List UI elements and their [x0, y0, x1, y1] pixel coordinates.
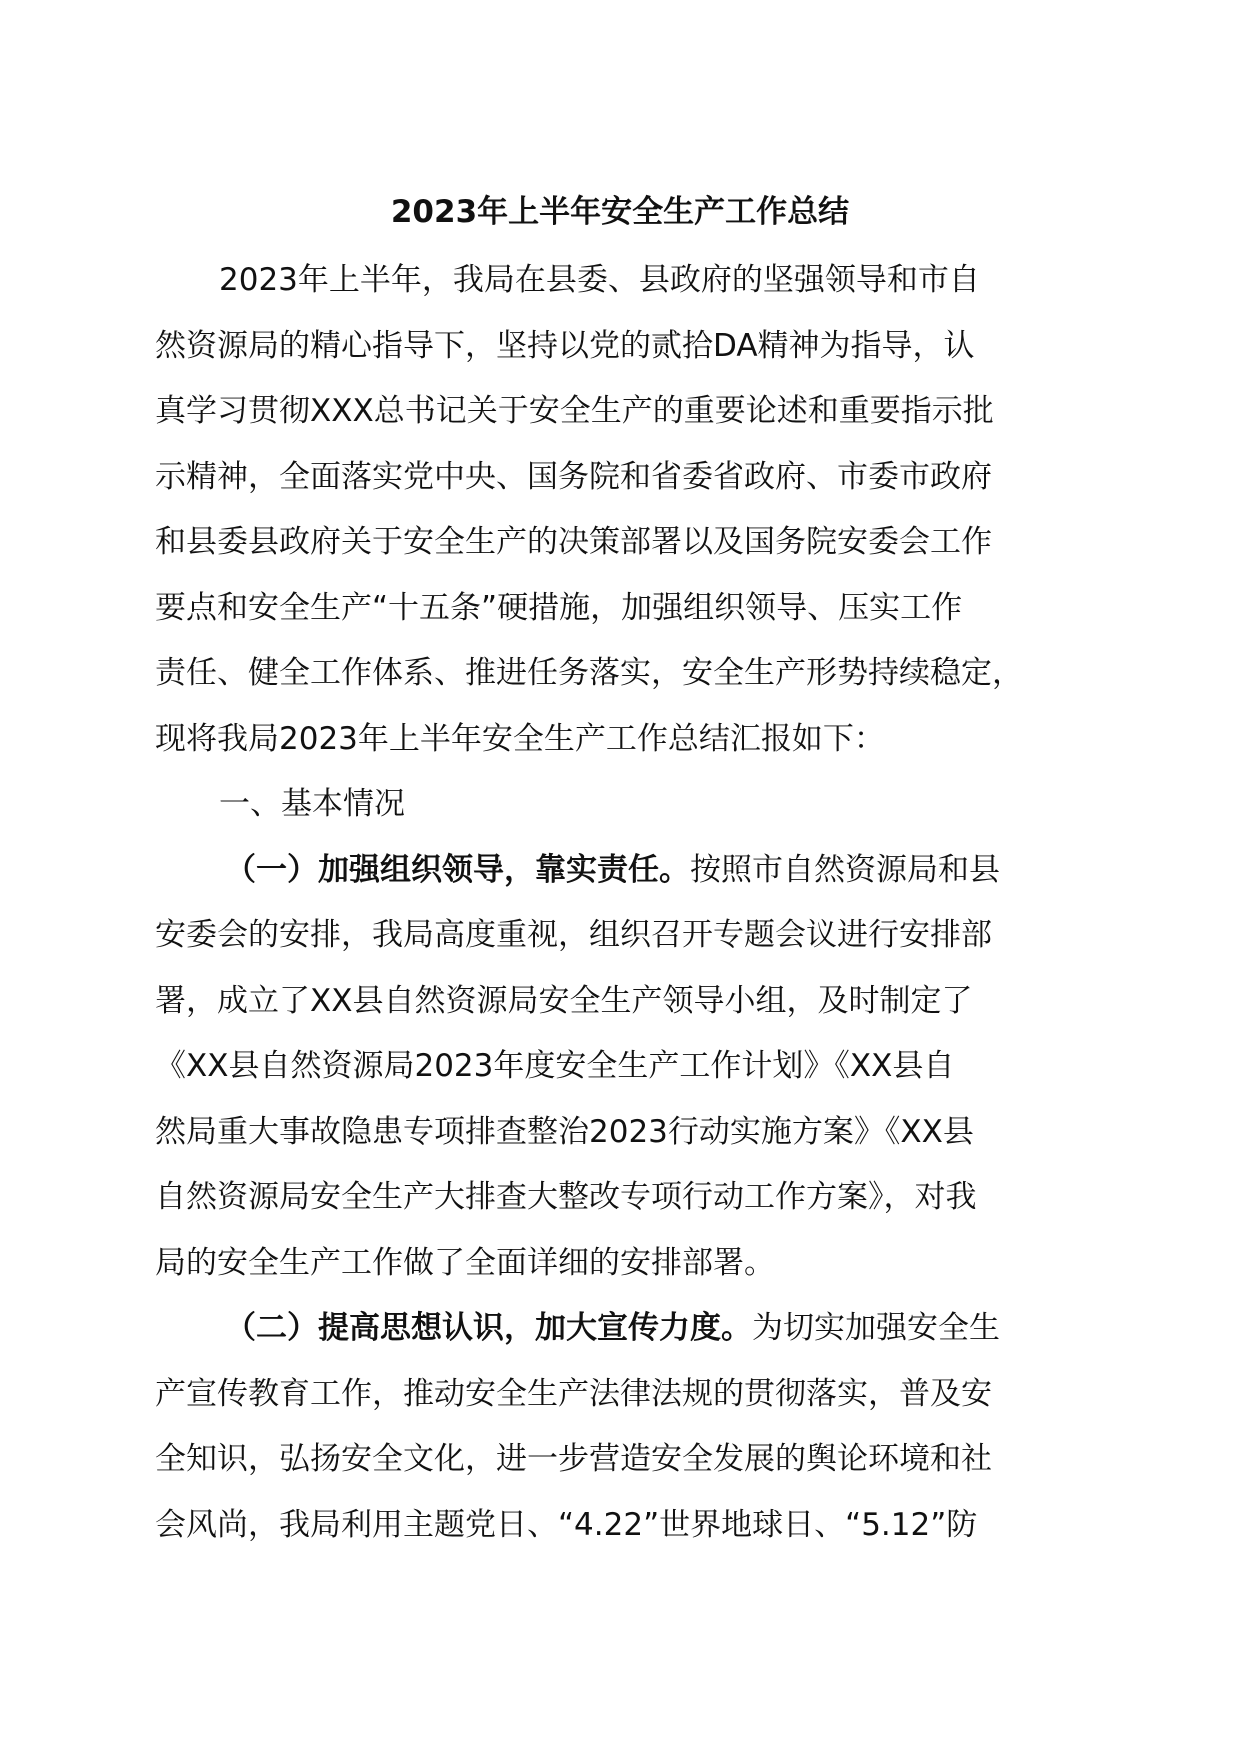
section-heading: 一、基本情况 — [219, 786, 405, 822]
intro-paragraph — [155, 248, 1085, 772]
paragraph-line: 2023年上半年，我局在县委、县政府的坚强领导和市自 — [219, 262, 980, 298]
item-heading: （一）加强组织领导，靠实责任。 — [225, 851, 690, 888]
item-paragraph-2 — [155, 1296, 1085, 1558]
item-paragraph-1 — [155, 838, 1085, 1297]
paragraph-line: 会风尚，我局利用主题党日、“4.22”世界地球日、“5.12”防 — [155, 1506, 978, 1543]
paragraph-line: 要点和安全生产“十五条”硬措施，加强组织领导、压实工作 — [155, 589, 963, 626]
paragraph-line: 现将我局2023年上半年安全生产工作总结汇报如下： — [155, 720, 885, 757]
paragraph-line: 和县委县政府关于安全生产的决策部署以及国务院安委会工作 — [155, 524, 992, 560]
paragraph-line: 自然资源局安全生产大排查大整改专项行动工作方案》，对我 — [155, 1179, 977, 1215]
item-text: 为切实加强安全生 — [752, 1310, 1000, 1346]
document-body — [155, 248, 1085, 1558]
paragraph-line: 产宣传教育工作，推动安全生产法律法规的贯彻落实，普及安 — [155, 1375, 992, 1412]
paragraph-line: 责任、健全工作体系、推进任务落实，安全生产形势持续稳定， — [155, 655, 1023, 691]
paragraph-line: 示精神，全面落实党中央、国务院和省委省政府、市委市政府 — [155, 458, 992, 495]
paragraph-line: 局的安全生产工作做了全面详细的安排部署。 — [155, 1244, 775, 1281]
paragraph-line: 然局重大事故隐患专项排查整治2023行动实施方案》《XX县 — [155, 1113, 974, 1150]
paragraph-line: 然资源局的精心指导下，坚持以党的贰拾DA精神为指导，认 — [155, 327, 975, 364]
paragraph-line: 《XX县自然资源局2023年度安全生产工作计划》《XX县自 — [155, 1048, 955, 1084]
paragraph-line: 安委会的安排，我局高度重视，组织召开专题会议进行安排部 — [155, 917, 992, 953]
paragraph-line: 真学习贯彻XXX总书记关于安全生产的重要论述和重要指示批 — [155, 393, 994, 429]
document-title: 2023年上半年安全生产工作总结 — [390, 194, 850, 230]
item-text: 按照市自然资源局和县 — [690, 851, 1000, 888]
item-heading: （二）提高思想认识，加大宣传力度。 — [225, 1310, 752, 1346]
paragraph-line — [155, 838, 1085, 904]
paragraph-line: 全知识，弘扬安全文化，进一步营造安全发展的舆论环境和社 — [155, 1441, 992, 1477]
paragraph-line — [155, 1296, 1085, 1362]
paragraph-line: 署，成立了XX县自然资源局安全生产领导小组，及时制定了 — [155, 982, 973, 1019]
